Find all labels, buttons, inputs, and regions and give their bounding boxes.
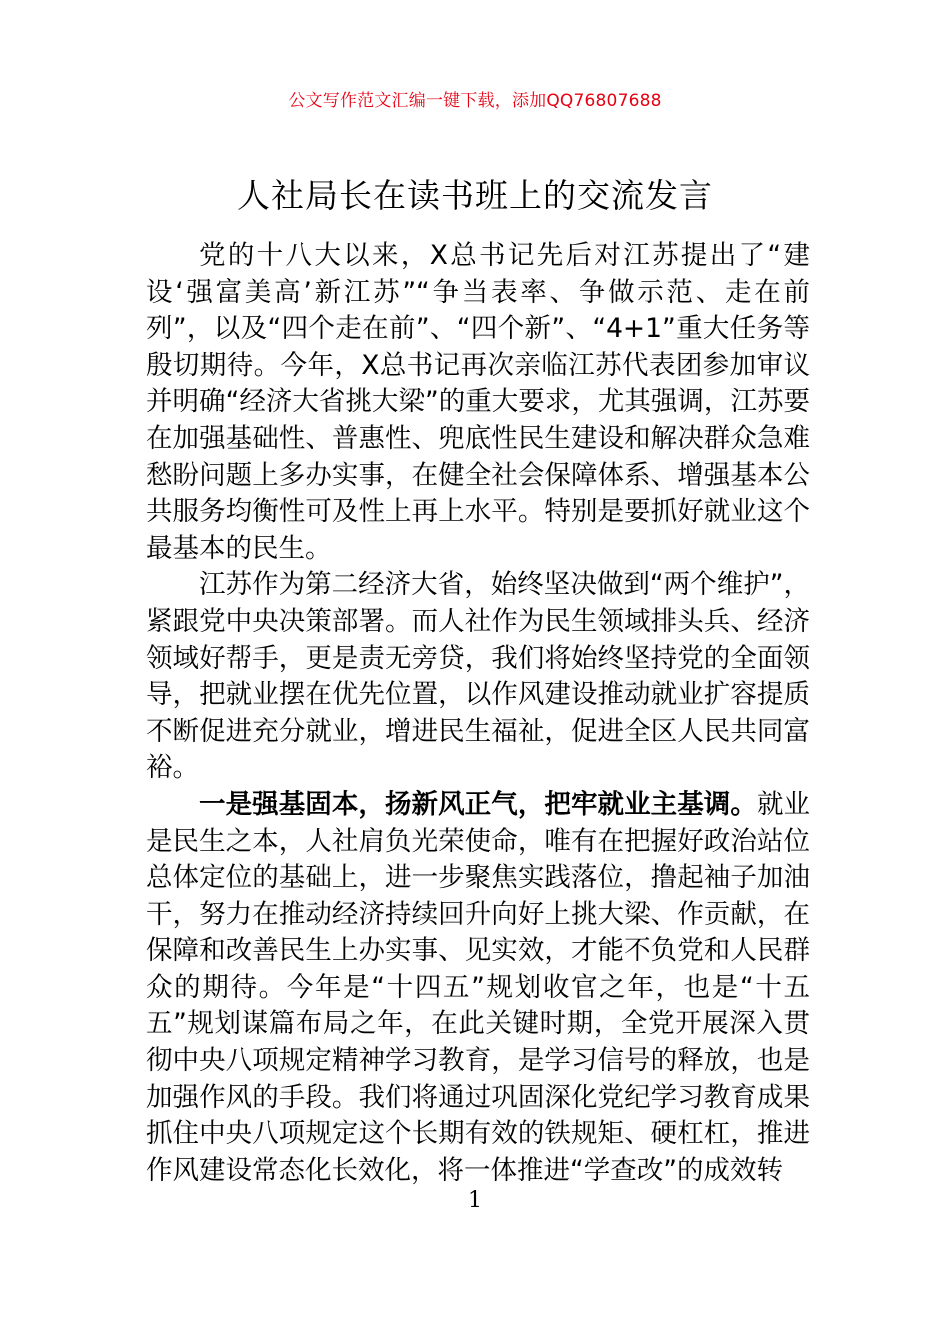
- paragraph-lead-heading: 一是强基固本，扬新风正气，把牢就业主基调。: [199, 788, 757, 820]
- paragraph-text: 江苏作为第二经济大省，始终坚决做到“两个维护”，紧跟党中央决策部署。而人社作为民生领域排头兵、经济领域好帮手，更是责无旁贷，我们将始终坚持党的全面领导，把就业摆在优先位置，以作风建设推动就业扩容提质不断促进充分就业，增进民生福祉，促进全区人民共同富裕。: [146, 569, 810, 784]
- header-download-note: 公文写作范文汇编一键下载，添加QQ76807688: [288, 91, 662, 111]
- document-body: [146, 238, 810, 1189]
- paragraph-3: [146, 787, 810, 1190]
- paragraph-2: [146, 567, 810, 787]
- paragraph-text: 就业是民生之本，人社肩负光荣使命，唯有在把握好政治站位总体定位的基础上，进一步聚焦实践落位，撸起袖子加油干，努力在推动经济持续回升向好上挑大梁、作贡献，在保障和改善民生上办实事、见实效，才能不负党和人民群众的期待。今年是“十四五”规划收官之年，也是“十五五”规划谋篇布局之年，在此关键时期，全党开展深入贯彻中央八项规定精神学习教育，是学习信号的释放，也是加强作风的手段。我们将通过巩固深化党纪学习教育成果抓住中央八项规定这个长期有效的铁规矩、硬杠杠，推进作风建设常态化长效化，将一体推进“学查改”的成效转: [146, 788, 811, 1186]
- paragraph-1: [146, 238, 810, 567]
- page-title: 人社局长在读书班上的交流发言: [237, 176, 713, 215]
- page-number: 1: [468, 1188, 482, 1213]
- paragraph-text: 党的十八大以来，X总书记先后对江苏提出了“建设‘强富美高’新江苏”“争当表率、争做示范、走在前列”，以及“四个走在前”、“四个新”、“4+1”重大任务等殷切期待。今年，X总书记再次亲临江苏代表团参加审议并明确“经济大省挑大梁”的重大要求，尤其强调，江苏要在加强基础性、普惠性、兜底性民生建设和解决群众急难愁盼问题上多办实事，在健全社会保障体系、增强基本公共服务均衡性可及性上再上水平。特别是要抓好就业这个最基本的民生。: [146, 240, 810, 564]
